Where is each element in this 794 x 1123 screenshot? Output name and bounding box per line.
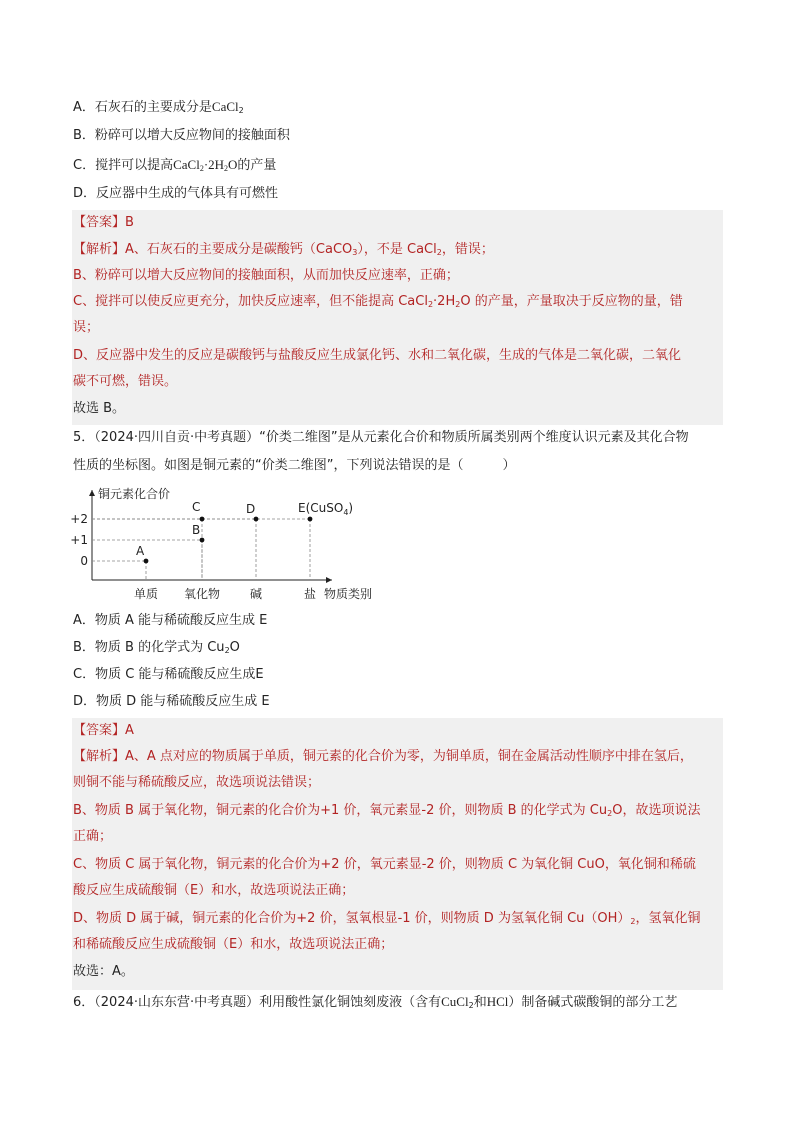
q5-stem-line-2: 性质的坐标图。如图是铜元素的“价类二维图”，下列说法错误的是（ ） bbox=[73, 458, 516, 473]
q4-analysis-line-5: D、反应器中发生的反应是碳酸钙与盐酸反应生成氯化钙、水和二氧化碳，生成的气体是二氧化碳，二氧化 bbox=[73, 348, 682, 363]
y-tick-label: +2 bbox=[70, 512, 88, 526]
point-label-a: A bbox=[136, 544, 145, 558]
y-tick-label: +1 bbox=[70, 533, 88, 547]
y-tick-labels bbox=[70, 512, 88, 568]
q4-analysis-line-7: 故选 B。 bbox=[73, 401, 126, 416]
q6-stem: 6．（2024·山东东营·中考真题）利用酸性氯化铜蚀刻废液（含有CuCl$_2$和HCl）制备碱式碳酸铜的部分工艺 bbox=[73, 994, 678, 1010]
q5-analysis-line-5: C、物质 C 属于氧化物，铜元素的化合价为+2 价，氧元素显-2 价，则物质 C 为氧化铜 CuO，氧化铜和稀硫 bbox=[73, 857, 696, 872]
q5-analysis-line-4: 正确； bbox=[73, 829, 113, 844]
q4-option-c: C．搅拌可以提高$CaCl_2\cdot 2H_2O$的产量 bbox=[73, 157, 277, 173]
y-axis-label: 铜元素化合价 bbox=[98, 487, 171, 501]
q5-analysis-line-3: B、物质 B 属于氧化物，铜元素的化合价为+1 价，氧元素显-2 价，则物质 B 的化学式为 $Cu_2O$，故选项说法 bbox=[73, 803, 701, 818]
q4-option-b: B．粉碎可以增大反应物间的接触面积 bbox=[73, 128, 290, 143]
x-axis-label: 物质类别 bbox=[324, 587, 373, 601]
data-point-d bbox=[254, 517, 259, 522]
q5-analysis-line-8: 和稀硫酸反应生成硫酸铜（E）和水，故选项说法正确； bbox=[73, 937, 394, 952]
q5-analysis-line-6: 酸反应生成硫酸铜（E）和水，故选项说法正确； bbox=[73, 883, 355, 898]
guide-lines bbox=[92, 519, 310, 580]
q5-stem-line-1: 5．（2024·四川自贡·中考真题）“价类二维图”是从元素化合价和物质所属类别两个维度认识元素及其化合物 bbox=[73, 430, 689, 445]
q4-option-a: A．石灰石的主要成分是CaCl$_2$ bbox=[73, 99, 244, 115]
q5-analysis-line-1: 【解析】A、A 点对应的物质属于单质，铜元素的化合价为零，为铜单质，铜在金属活动性顺序中排在氢后， bbox=[73, 749, 693, 764]
y-tick-label: 0 bbox=[80, 554, 88, 568]
q4-answer: 【答案】B bbox=[73, 215, 134, 230]
q4-analysis-line-6: 碳不可燃，错误。 bbox=[73, 374, 178, 389]
q4-analysis-line-1: 【解析】A、石灰石的主要成分是碳酸钙（CaCO$_3$），不是 CaCl$_2$，错误； bbox=[73, 242, 494, 257]
x-tick-label: 氧化物 bbox=[183, 587, 221, 601]
data-points bbox=[136, 500, 353, 563]
x-tick-labels bbox=[134, 586, 316, 601]
point-label-e: E(CuSO$_4$) bbox=[298, 501, 354, 517]
q5-option-d: D．物质 D 能与稀硫酸反应生成 E bbox=[73, 694, 270, 709]
x-tick-label: 碱 bbox=[249, 587, 263, 601]
data-point-a bbox=[144, 559, 149, 564]
point-label-b: B bbox=[192, 523, 201, 537]
point-label-d: D bbox=[246, 502, 256, 516]
q5-option-a: A．物质 A 能与稀硫酸反应生成 E bbox=[73, 613, 268, 628]
q5-analysis-line-7: D、物质 D 属于碱，铜元素的化合价为+2 价，氢氧根显-1 价，则物质 D 为氢氧化铜 $Cu(OH)_2$，氢氧化铜 bbox=[73, 911, 701, 926]
q5-analysis-line-9: 故选：A。 bbox=[73, 964, 134, 979]
valence-category-chart bbox=[70, 484, 390, 606]
data-point-c bbox=[200, 517, 205, 522]
q4-analysis-line-2: B、粉碎可以增大反应物间的接触面积，从而加快反应速率，正确； bbox=[73, 268, 459, 283]
q4-analysis-line-3: C、搅拌可以使反应更充分，加快反应速率，但不能提高 $CaCl_2\cdot 2H_2O$ 的产量，产量取决于反应物的量，错 bbox=[73, 294, 683, 309]
data-point-e bbox=[308, 517, 313, 522]
data-point-b bbox=[200, 538, 205, 543]
x-tick-label: 单质 bbox=[133, 587, 159, 601]
x-tick-label: 盐 bbox=[303, 587, 317, 601]
q4-option-d: D．反应器中生成的气体具有可燃性 bbox=[73, 186, 279, 201]
q5-analysis-line-2: 则铜不能与稀硫酸反应，故选项说法错误； bbox=[73, 775, 321, 790]
q5-option-c: C．物质 C 能与稀硫酸反应生成E bbox=[73, 667, 264, 682]
point-label-c: C bbox=[192, 500, 201, 514]
q4-analysis-line-4: 误； bbox=[73, 320, 100, 335]
q5-answer: 【答案】A bbox=[73, 723, 134, 738]
q5-option-b: B．物质 B 的化学式为 $Cu_2O$ bbox=[73, 640, 240, 655]
